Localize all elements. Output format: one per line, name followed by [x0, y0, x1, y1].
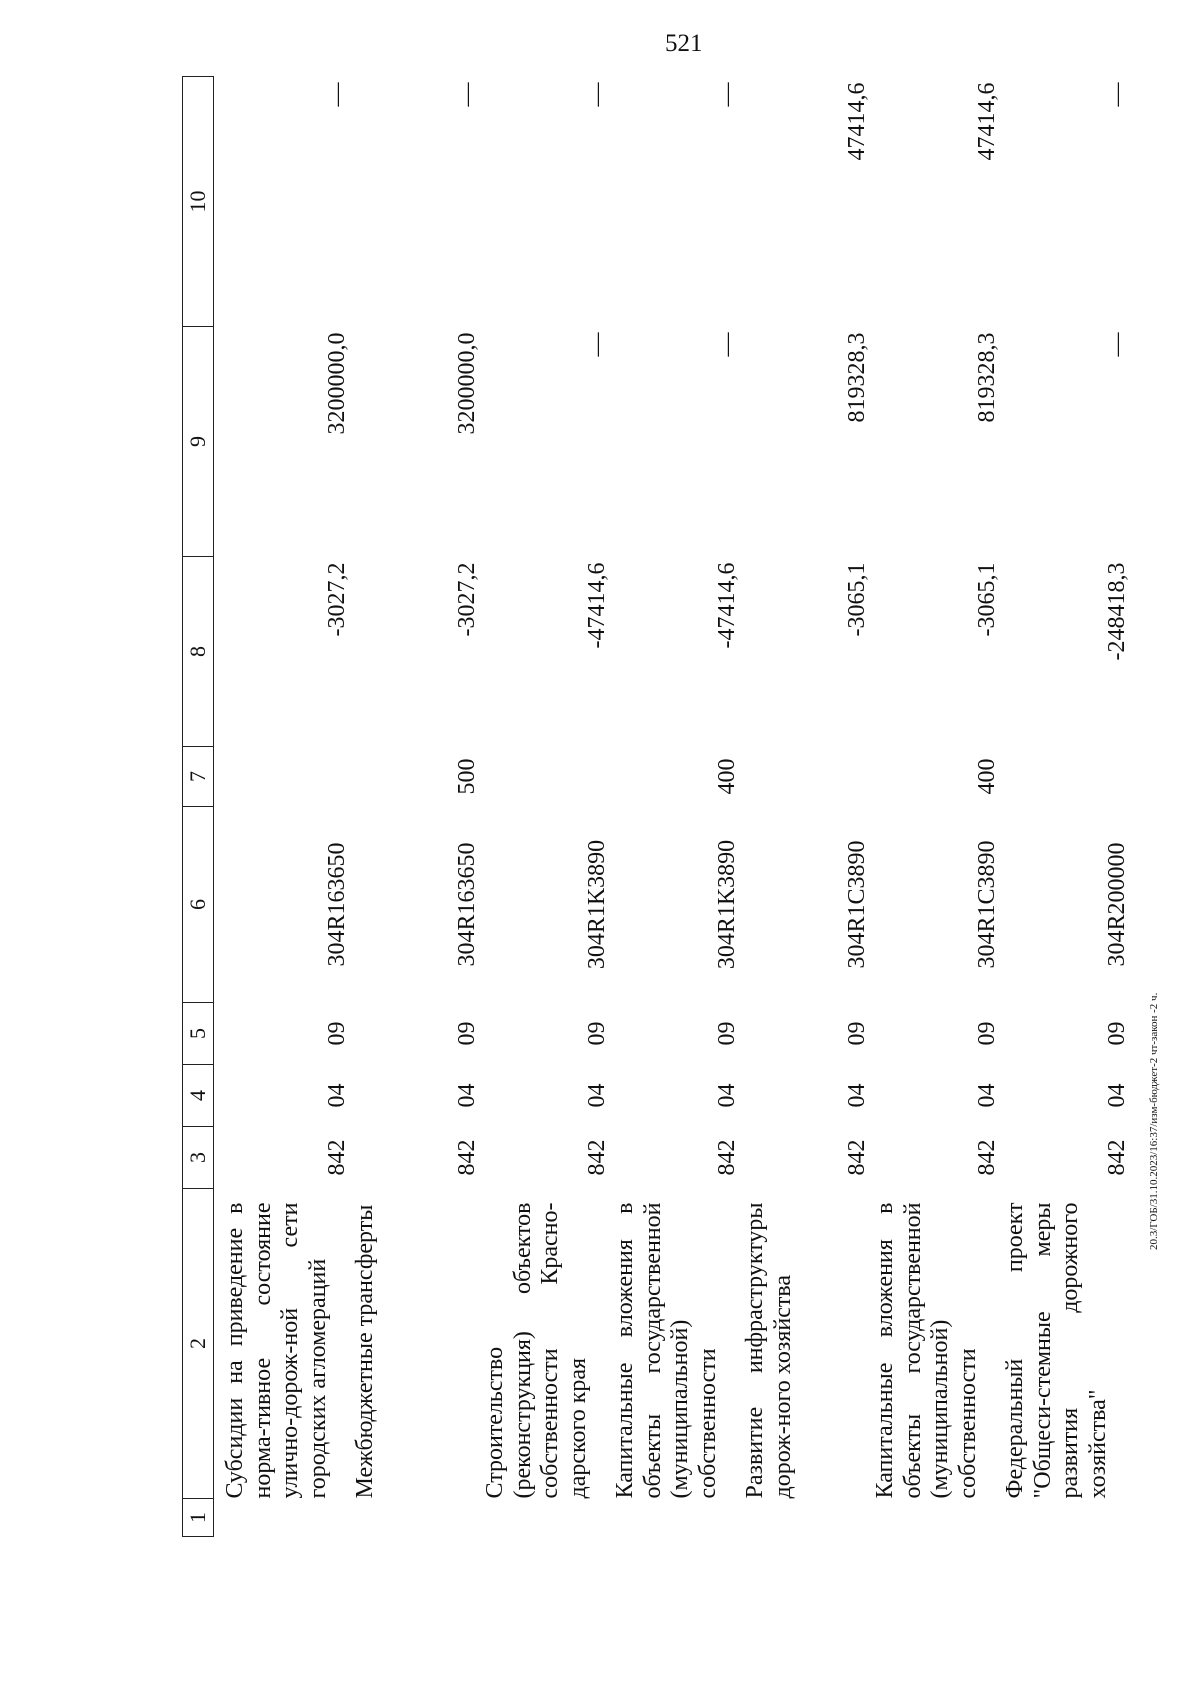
- cell-code-5: 09: [844, 1021, 871, 1046]
- header-row: [183, 77, 214, 1537]
- cell-code-4: 04: [454, 1083, 481, 1108]
- cell-code-6: 304R1C3890: [974, 840, 1001, 969]
- cell-value-9: 819328,3: [974, 332, 1001, 423]
- cell-code-3: 842: [454, 1139, 481, 1176]
- cell-code-4: 04: [584, 1083, 611, 1108]
- cell-code-5: 09: [454, 1021, 481, 1046]
- cell-code-6: 304R1K3890: [714, 839, 741, 970]
- cell-description: Строительство (реконструкция) объектов собственности Красно-дарского края: [482, 1202, 591, 1499]
- cell-code-6: 304R163650: [454, 842, 481, 967]
- cell-value-8: -248418,3: [1104, 562, 1131, 661]
- cell-value-8: -3027,2: [324, 562, 351, 637]
- table-row: [352, 77, 482, 1537]
- cell-value-9: 3200000,0: [324, 332, 351, 435]
- cell-code-5: 09: [1104, 1021, 1131, 1046]
- cell-code-3: 842: [714, 1139, 741, 1176]
- cell-value-10: 47414,6: [974, 82, 1001, 161]
- footer-code: 20.3/ГОБ/31.10.2023/16:37/изм-бюджет-2 чт-закон -2 ч.: [1148, 992, 1160, 1250]
- cell-code-4: 04: [844, 1083, 871, 1108]
- cell-code-4: 04: [324, 1083, 351, 1108]
- cell-code-5: 09: [584, 1021, 611, 1046]
- cell-description: Федеральный проект "Общеси-стемные меры развития дорожного хозяйства": [1002, 1202, 1111, 1499]
- cell-description: Капитальные вложения в объекты государственной (муниципальной) собственности: [612, 1202, 721, 1499]
- header-cell: 1: [183, 1499, 214, 1537]
- cell-row-number: [214, 1499, 353, 1537]
- header-cell: 6: [183, 807, 214, 1003]
- cell-value-10: —: [714, 82, 741, 107]
- cell-code-7: [1002, 747, 1132, 807]
- cell-code-7: 400: [714, 758, 741, 795]
- cell-code-3: 842: [974, 1139, 1001, 1176]
- cell-code-4: 04: [974, 1083, 1001, 1108]
- cell-code-6: 304R163650: [324, 842, 351, 967]
- cell-row-number: [1002, 1499, 1132, 1537]
- cell-code-6: 304R1K3890: [584, 839, 611, 970]
- cell-code-7: 500: [454, 758, 481, 795]
- header-cell: 4: [183, 1065, 214, 1127]
- page-number: 521: [665, 30, 703, 57]
- cell-row-number: [612, 1499, 742, 1537]
- cell-code-6: 304R200000: [1104, 842, 1131, 967]
- header-cell: 8: [183, 557, 214, 747]
- table-row: [742, 77, 872, 1537]
- cell-value-9: —: [1104, 332, 1131, 357]
- cell-code-4: 04: [1104, 1083, 1131, 1108]
- cell-value-10: —: [584, 82, 611, 107]
- cell-row-number: [742, 1499, 872, 1537]
- cell-code-3: 842: [324, 1139, 351, 1176]
- cell-value-8: -47414,6: [584, 562, 611, 649]
- cell-value-8: -47414,6: [714, 562, 741, 649]
- cell-value-8: -3027,2: [454, 562, 481, 637]
- header-cell: 7: [183, 747, 214, 807]
- cell-code-4: 04: [714, 1083, 741, 1108]
- header-cell: 10: [183, 77, 214, 327]
- cell-code-3: 842: [1104, 1139, 1131, 1176]
- table-row: [1002, 77, 1132, 1537]
- cell-row-number: [482, 1499, 612, 1537]
- cell-code-5: 09: [714, 1021, 741, 1046]
- cell-description: Субсидии на приведение в норма-тивное состояние улично-дорож-ной сети городских агломераций: [222, 1202, 331, 1499]
- header-cell: 2: [183, 1189, 214, 1499]
- table-row: [482, 77, 612, 1537]
- table-row: [214, 77, 353, 1537]
- cell-value-8: -3065,1: [844, 562, 871, 637]
- header-cell: 9: [183, 327, 214, 557]
- cell-value-9: 3200000,0: [454, 332, 481, 435]
- table-row: [612, 77, 742, 1537]
- cell-value-8: -3065,1: [974, 562, 1001, 637]
- cell-description: Капитальные вложения в объекты государственной (муниципальной) собственности: [872, 1202, 981, 1499]
- cell-value-9: 819328,3: [844, 332, 871, 423]
- cell-value-10: —: [454, 82, 481, 107]
- cell-description: Межбюджетные трансферты: [352, 1204, 378, 1499]
- rotated-table-container: [182, 77, 1182, 1537]
- cell-code-3: 842: [584, 1139, 611, 1176]
- cell-value-10: —: [1104, 82, 1131, 107]
- cell-row-number: [872, 1499, 1002, 1537]
- cell-value-10: —: [324, 82, 351, 107]
- cell-code-7: [214, 747, 353, 807]
- cell-row-number: [352, 1499, 482, 1537]
- cell-code-7: 400: [974, 758, 1001, 795]
- cell-value-10: 47414,6: [844, 82, 871, 161]
- cell-value-9: —: [714, 332, 741, 357]
- table-row: [872, 77, 1002, 1537]
- budget-table: [182, 76, 1132, 1537]
- cell-code-7: [482, 747, 612, 807]
- header-cell: 3: [183, 1127, 214, 1189]
- cell-code-5: 09: [974, 1021, 1001, 1046]
- cell-value-9: —: [584, 332, 611, 357]
- cell-code-5: 09: [324, 1021, 351, 1046]
- cell-description: Развитие инфраструктуры дорож-ного хозяйства: [742, 1202, 796, 1499]
- cell-code-7: [742, 747, 872, 807]
- cell-code-3: 842: [844, 1139, 871, 1176]
- header-cell: 5: [183, 1003, 214, 1065]
- cell-code-6: 304R1C3890: [844, 840, 871, 969]
